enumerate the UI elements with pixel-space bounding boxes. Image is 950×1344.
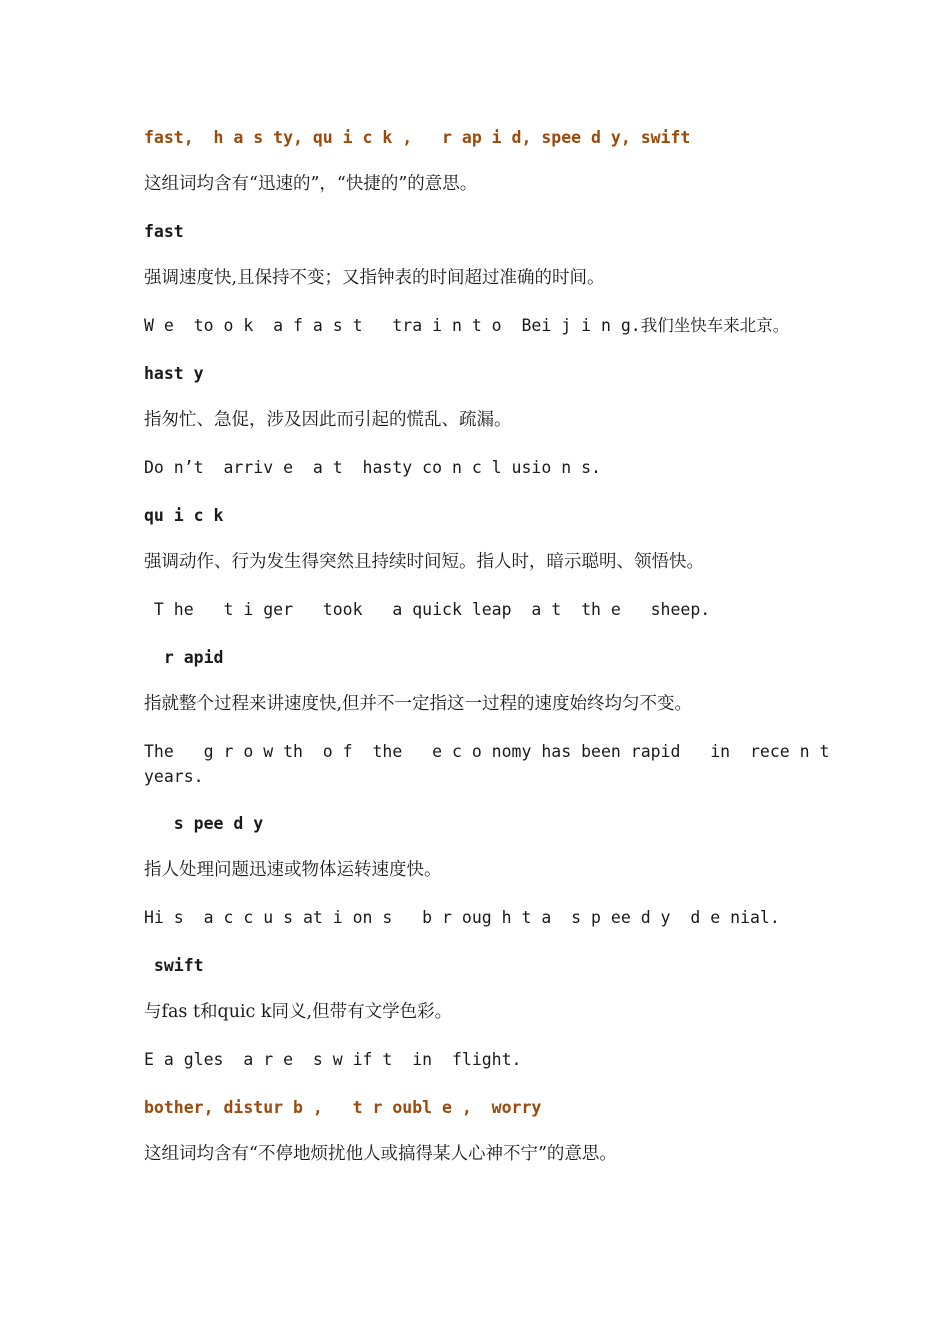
group-heading-bother-synonyms: bother, distur b , t r oubl e , worry [144,1098,542,1117]
definition-fast: 强调速度快,且保持不变；又指钟表的时间超过准确的时间。 [144,268,605,288]
example-fast: W e to o k a f a s t tra i n t o Bei j i n g.我们坐快车来北京。 [144,316,790,335]
definition-swift: 与fas t和quic k同义,但带有文学色彩。 [144,1002,453,1022]
example-rapid-line1: The g r o w th o f the e c o nomy has been rapid in rece n t [144,742,830,761]
definition-quick: 强调动作、行为发生得突然且持续时间短。指人时，暗示聪明、领悟快。 [144,552,704,572]
example-hasty: Do n’t arriv e a t hasty co n c l usio n s. [144,458,601,477]
example-rapid-line2: years. [144,767,204,786]
group-description-bother: 这组词均含有“不停地烦扰他人或搞得某人心神不宁”的意思。 [144,1144,617,1164]
term-swift: swift [144,956,204,975]
term-fast: fast [144,222,184,241]
group-heading-fast-synonyms: fast, h a s ty, qu i c k , r ap i d, spee d y, swift [144,128,691,147]
definition-speedy: 指人处理问题迅速或物体运转速度快。 [144,860,442,880]
example-speedy: Hi s a c c u s at i on s b r oug h t a s p ee d y d e nial. [144,908,780,927]
example-swift: E a gles a r e s w if t in flight. [144,1050,522,1069]
group-description: 这组词均含有“迅速的”，“快捷的”的意思。 [144,174,478,194]
term-quick: qu i c k [144,506,224,525]
term-speedy: s pee d y [144,814,264,833]
term-hasty: hast y [144,364,204,383]
term-rapid: r apid [144,648,224,667]
definition-rapid: 指就整个过程来讲速度快,但并不一定指这一过程的速度始终均匀不变。 [144,694,693,714]
example-quick: T he t i ger took a quick leap a t th e sheep. [144,600,711,619]
definition-hasty: 指匆忙、急促，涉及因此而引起的慌乱、疏漏。 [144,410,512,430]
